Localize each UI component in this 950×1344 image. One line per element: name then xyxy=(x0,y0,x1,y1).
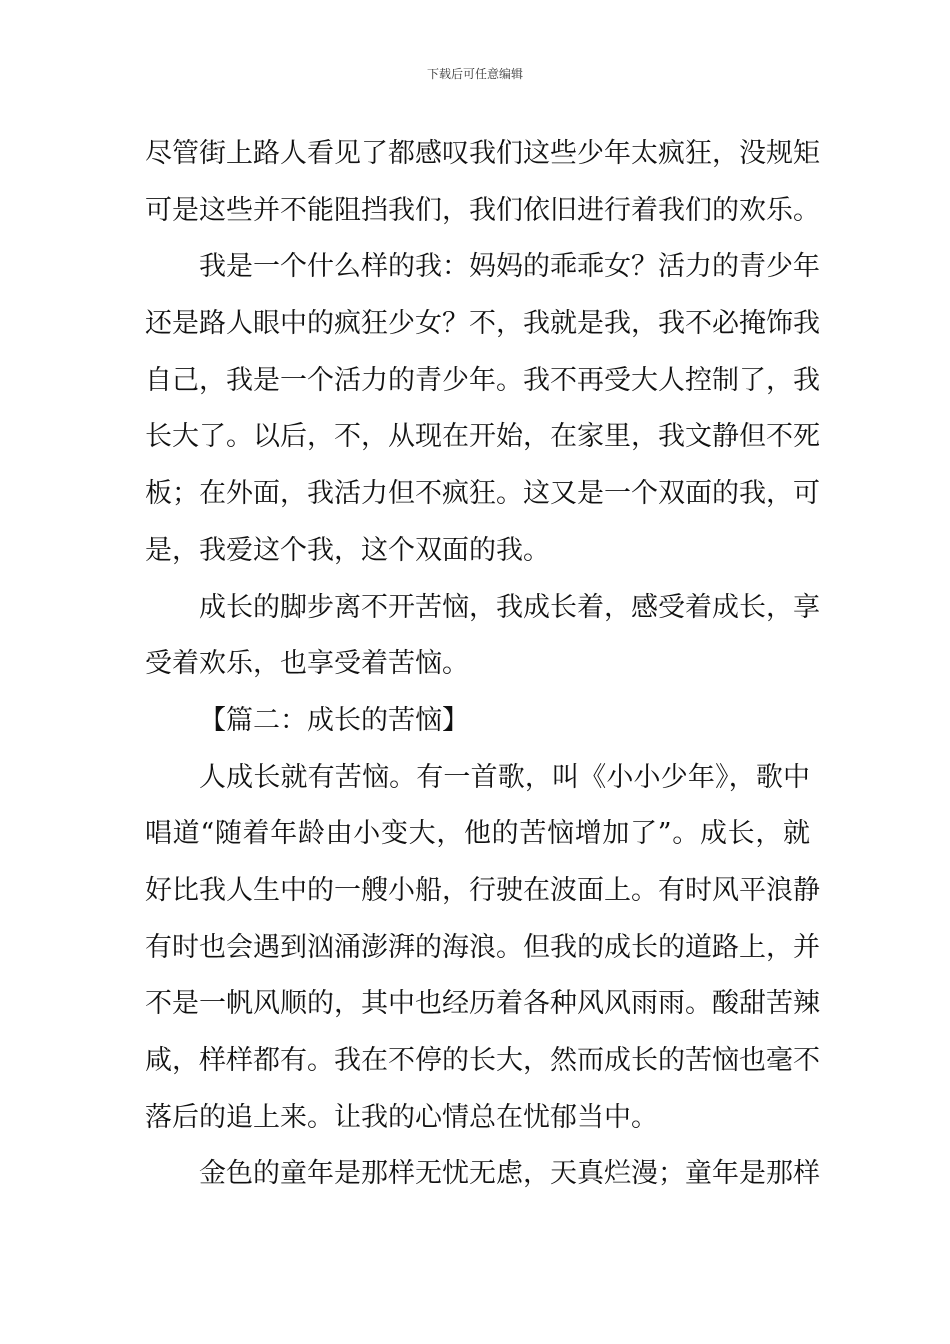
text-line: 可是这些并不能阻挡我们，我们依旧进行着我们的欢乐。 xyxy=(145,194,820,226)
text-line: 自己，我是一个活力的青少年。我不再受大人控制了，我 xyxy=(145,364,820,396)
text-line: 我是一个什么样的我：妈妈的乖乖女？活力的青少年 xyxy=(199,251,820,283)
text-line: 好比我人生中的一艘小船，行驶在波面上。有时风平浪静 xyxy=(145,874,820,906)
text-line: 唱道“随着年龄由小变大，他的苦恼增加了”。成长，就 xyxy=(145,818,810,850)
text-line: 受着欢乐，也享受着苦恼。 xyxy=(145,648,469,680)
text-line: 【篇二：成长的苦恼】 xyxy=(199,704,469,736)
document-body xyxy=(145,126,820,1203)
text-line: 是，我爱这个我，这个双面的我。 xyxy=(145,534,550,566)
text-line: 板；在外面，我活力但不疯狂。这又是一个双面的我，可 xyxy=(145,478,820,510)
text-line: 咸，样样都有。我在不停的长大，然而成长的苦恼也毫不 xyxy=(145,1045,820,1076)
text-line: 不是一帆风顺的，其中也经历着各种风风雨雨。酸甜苦辣 xyxy=(145,988,820,1020)
text-line: 长大了。以后，不，从现在开始，在家里，我文静但不死 xyxy=(145,421,820,453)
text-line: 有时也会遇到汹涌澎湃的海浪。但我的成长的道路上，并 xyxy=(145,931,820,963)
text-line: 落后的追上来。让我的心情总在忧郁当中。 xyxy=(145,1101,658,1133)
text-line: 成长的脚步离不开苦恼，我成长着，感受着成长，享 xyxy=(199,591,820,623)
text-line: 还是路人眼中的疯狂少女？不，我就是我，我不必掩饰我 xyxy=(145,308,820,340)
text-line: 人成长就有苦恼。有一首歌，叫《小小少年》，歌中 xyxy=(199,761,810,793)
text-line: 金色的童年是那样无忧无虑，天真烂漫；童年是那样 xyxy=(199,1158,820,1190)
text-line: 尽管街上路人看见了都感叹我们这些少年太疯狂，没规矩 xyxy=(145,138,820,169)
page-header: 下载后可任意编辑 xyxy=(426,67,523,81)
